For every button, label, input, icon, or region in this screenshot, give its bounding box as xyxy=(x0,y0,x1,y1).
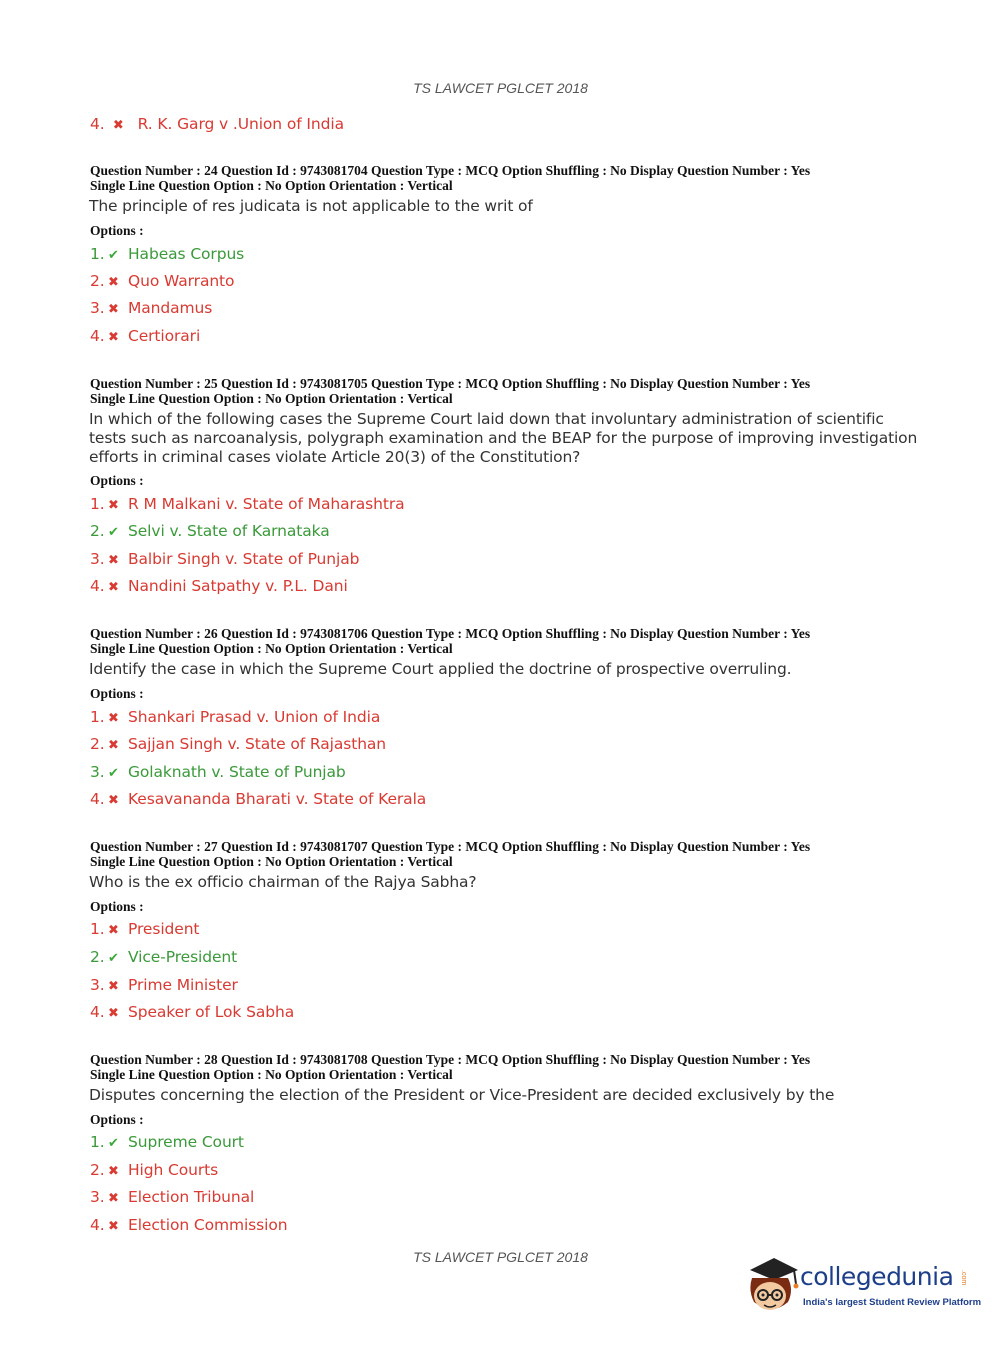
option-number: 3. xyxy=(90,976,105,994)
option-text: Nandini Satpathy v. P.L. Dani xyxy=(128,577,348,595)
cross-icon: ✖ xyxy=(108,1219,119,1234)
option-text: R. K. Garg v .Union of India xyxy=(137,115,344,133)
option-item xyxy=(90,271,234,291)
option-text: Prime Minister xyxy=(128,976,238,994)
check-icon: ✔ xyxy=(108,951,119,966)
option-number: 4. xyxy=(90,1216,105,1234)
question-meta: Question Number : 27 Question Id : 9743081707 Question Type : MCQ Option Shuffling : No Display Question Number : Yes Single Line Question Option : No Option Orientation : Vertical xyxy=(90,839,811,869)
cross-icon: ✖ xyxy=(108,1164,119,1179)
option-item xyxy=(90,114,344,134)
option-text: Speaker of Lok Sabha xyxy=(128,1003,295,1021)
question-text: In which of the following cases the Supreme Court laid down that involuntary administration of scientific tests such as narcoanalysis, polygraph examination and the BEAP for the purpose of improving investigation efforts in criminal cases violate Article 20(3) of the Constitution? xyxy=(89,410,918,466)
check-icon: ✔ xyxy=(108,766,119,781)
option-number: 2. xyxy=(90,735,105,753)
cross-icon: ✖ xyxy=(108,923,119,938)
option-number: 2. xyxy=(90,948,105,966)
option-item xyxy=(90,762,346,782)
option-item xyxy=(90,919,199,939)
option-number: 1. xyxy=(90,495,105,513)
cross-icon: ✖ xyxy=(108,738,119,753)
option-text: Certiorari xyxy=(128,327,201,345)
option-number: 3. xyxy=(90,550,105,568)
cross-icon: ✖ xyxy=(112,118,124,133)
option-number: 4. xyxy=(90,790,105,808)
option-number: 2. xyxy=(90,272,105,290)
options-label: Options : xyxy=(90,1112,144,1127)
question-text: Who is the ex officio chairman of the Rajya Sabha? xyxy=(89,873,477,891)
page-header: TS LAWCET PGLCET 2018 xyxy=(413,80,588,96)
option-item xyxy=(90,1132,244,1152)
option-number: 3. xyxy=(90,299,105,317)
option-text: R M Malkani v. State of Maharashtra xyxy=(128,495,405,513)
options-label: Options : xyxy=(90,686,144,701)
cross-icon: ✖ xyxy=(108,711,119,726)
option-text: Balbir Singh v. State of Punjab xyxy=(128,550,360,568)
option-text: Habeas Corpus xyxy=(128,245,245,263)
option-item xyxy=(90,1160,218,1180)
cross-icon: ✖ xyxy=(108,1006,119,1021)
cross-icon: ✖ xyxy=(108,580,119,595)
option-item xyxy=(90,1002,294,1022)
cross-icon: ✖ xyxy=(108,1191,119,1206)
option-item xyxy=(90,494,405,514)
option-item xyxy=(90,707,380,727)
question-meta: Question Number : 28 Question Id : 9743081708 Question Type : MCQ Option Shuffling : No Display Question Number : Yes Single Line Question Option : No Option Orientation : Vertical xyxy=(90,1052,811,1082)
option-text: Shankari Prasad v. Union of India xyxy=(128,708,381,726)
collegedunia-logo xyxy=(742,1250,982,1320)
cross-icon: ✖ xyxy=(108,302,119,317)
question-text: Identify the case in which the Supreme Court applied the doctrine of prospective overruling. xyxy=(89,660,792,678)
option-text: President xyxy=(128,920,200,938)
option-item xyxy=(90,947,237,967)
option-item xyxy=(90,521,330,541)
option-number: 3. xyxy=(90,1188,105,1206)
option-item xyxy=(90,1215,287,1235)
option-item xyxy=(90,549,359,569)
option-text: Election Tribunal xyxy=(128,1188,255,1206)
option-number: 3. xyxy=(90,763,105,781)
cross-icon: ✖ xyxy=(108,553,119,568)
option-text: Sajjan Singh v. State of Rajasthan xyxy=(128,735,387,753)
question-meta: Question Number : 26 Question Id : 9743081706 Question Type : MCQ Option Shuffling : No Display Question Number : Yes Single Line Question Option : No Option Orientation : Vertical xyxy=(90,626,811,656)
option-item xyxy=(90,326,200,346)
option-text: High Courts xyxy=(128,1161,219,1179)
option-number: 1. xyxy=(90,245,105,263)
option-item xyxy=(90,975,238,995)
option-number: 2. xyxy=(90,1161,105,1179)
cross-icon: ✖ xyxy=(108,793,119,808)
logo-suffix: .com xyxy=(960,1270,967,1286)
option-text: Quo Warranto xyxy=(128,272,235,290)
option-item xyxy=(90,1187,254,1207)
option-number: 4. xyxy=(90,577,105,595)
option-text: Selvi v. State of Karnataka xyxy=(128,522,330,540)
question-text: Disputes concerning the election of the President or Vice-President are decided exclusively by the xyxy=(89,1086,835,1104)
option-item xyxy=(90,244,244,264)
check-icon: ✔ xyxy=(108,1136,119,1151)
cross-icon: ✖ xyxy=(108,330,119,345)
option-number: 4. xyxy=(90,115,105,133)
option-text: Mandamus xyxy=(128,299,213,317)
options-label: Options : xyxy=(90,223,144,238)
page-footer: TS LAWCET PGLCET 2018 xyxy=(413,1249,588,1265)
mascot-icon xyxy=(742,1250,802,1320)
option-number: 1. xyxy=(90,708,105,726)
options-label: Options : xyxy=(90,473,144,488)
question-text: The principle of res judicata is not applicable to the writ of xyxy=(89,197,533,215)
option-item xyxy=(90,734,386,754)
option-text: Golaknath v. State of Punjab xyxy=(128,763,346,781)
question-meta: Question Number : 24 Question Id : 9743081704 Question Type : MCQ Option Shuffling : No Display Question Number : Yes Single Line Question Option : No Option Orientation : Vertical xyxy=(90,163,811,193)
check-icon: ✔ xyxy=(108,525,119,540)
option-number: 1. xyxy=(90,920,105,938)
option-number: 1. xyxy=(90,1133,105,1151)
option-number: 4. xyxy=(90,327,105,345)
logo-tagline: India's largest Student Review Platform xyxy=(803,1297,982,1308)
option-item xyxy=(90,576,348,596)
cross-icon: ✖ xyxy=(108,498,119,513)
option-text: Vice-President xyxy=(128,948,238,966)
logo-text: collegedunia xyxy=(800,1262,954,1291)
cross-icon: ✖ xyxy=(108,275,119,290)
option-item xyxy=(90,789,426,809)
option-text: Election Commission xyxy=(128,1216,288,1234)
option-item xyxy=(90,298,212,318)
option-text: Supreme Court xyxy=(128,1133,244,1151)
option-number: 2. xyxy=(90,522,105,540)
question-meta: Question Number : 25 Question Id : 9743081705 Question Type : MCQ Option Shuffling : No Display Question Number : Yes Single Line Question Option : No Option Orientation : Vertical xyxy=(90,376,811,406)
option-text: Kesavananda Bharati v. State of Kerala xyxy=(128,790,427,808)
cross-icon: ✖ xyxy=(108,979,119,994)
option-number: 4. xyxy=(90,1003,105,1021)
options-label: Options : xyxy=(90,899,144,914)
check-icon: ✔ xyxy=(108,248,119,263)
